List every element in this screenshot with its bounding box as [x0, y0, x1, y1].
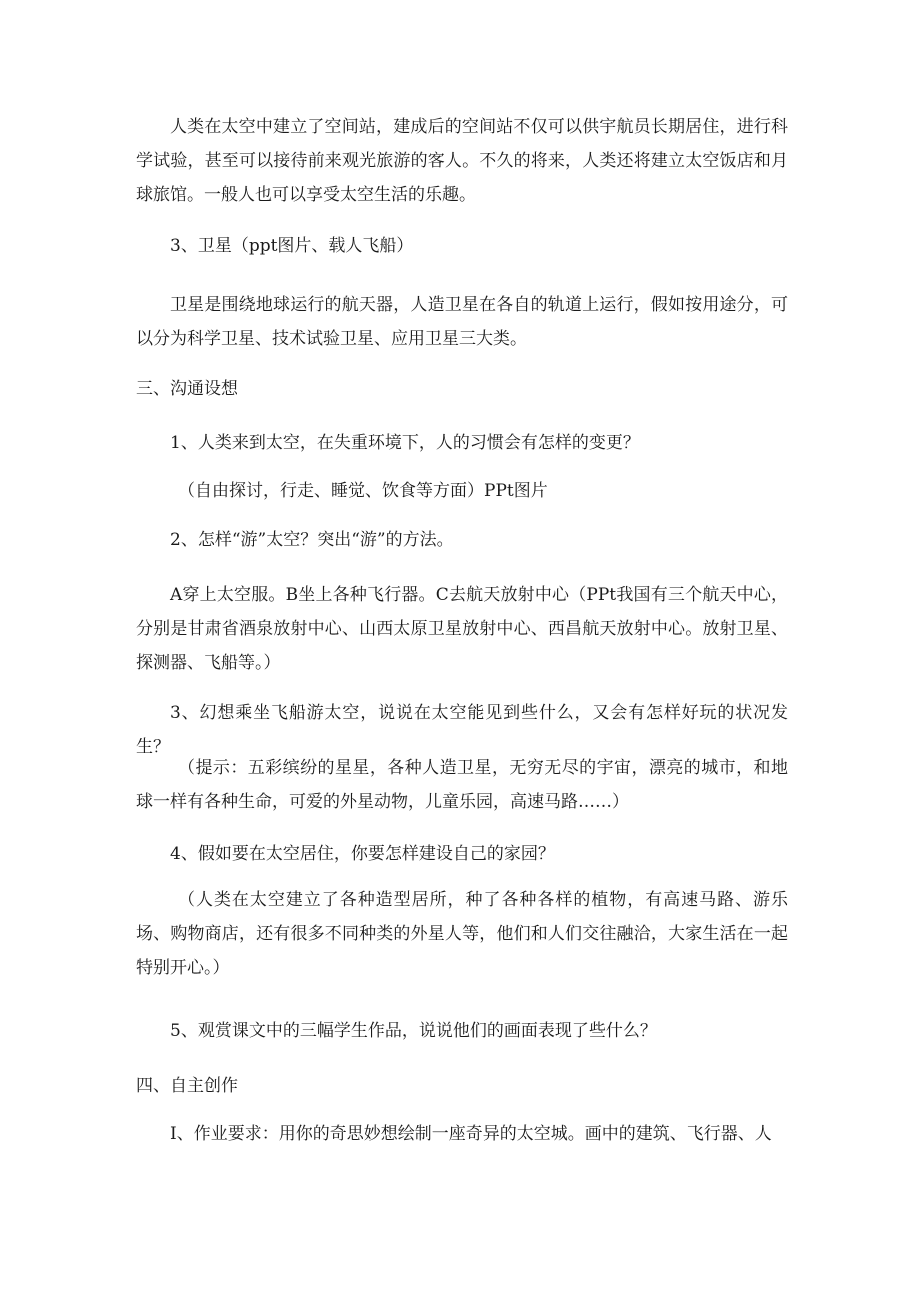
paragraph-assignment: I、作业要求：用你的奇思妙想绘制一座奇异的太空城。画中的建筑、飞行器、人	[170, 1124, 772, 1144]
question-2: 2、怎样“游”太空？突出“游”的方法。	[170, 530, 454, 550]
question-5: 5、观赏课文中的三幅学生作品，说说他们的画面表现了些什么？	[170, 1021, 657, 1041]
answer-2: A穿上太空服。B坐上各种飞行器。C去航天放射中心（PPt我国有三个航天中心，分别是甘肃省酒泉放射中心、山西太原卫星放射中心、西昌航天放射中心。放射卫星、探测器、飞船等。）	[136, 585, 788, 673]
heading-satellite: 3、卫星（ppt图片、载人飞船）	[170, 236, 414, 256]
answer-4: （人类在太空建立了各种造型居所，种了各种各样的植物，有高速马路、游乐场、购物商店，还有很多不同种类的外星人等，他们和人们交往融洽，大家生活在一起特别开心。）	[136, 890, 788, 978]
answer-3: （提示：五彩缤纷的星星，各种人造卫星，无穷无尽的宇宙，漂亮的城市，和地球一样有各种生命，可爱的外星动物，儿童乐园，高速马路……）	[136, 758, 788, 812]
answer-1: （自由探讨，行走、睡觉、饮食等方面）PPt图片	[178, 481, 548, 501]
paragraph-space-station: 人类在太空中建立了空间站，建成后的空间站不仅可以供宇航员长期居住，进行科学试验，甚至可以接待前来观光旅游的客人。不久的将来，人类还将建立太空饭店和月球旅馆。一般人也可以享受太空生活的乐趣。	[136, 117, 788, 205]
section-heading-4: 四、自主创作	[136, 1076, 238, 1096]
section-heading-3: 三、沟通设想	[136, 379, 238, 399]
question-1: 1、人类来到太空，在失重环境下，人的习惯会有怎样的变更？	[170, 433, 640, 453]
paragraph-satellite: 卫星是围绕地球运行的航天器，人造卫星在各自的轨道上运行，假如按用途分，可以分为科学卫星、技术试验卫星、应用卫星三大类。	[136, 295, 788, 349]
question-3: 3、幻想乘坐飞船游太空，说说在太空能见到些什么，又会有怎样好玩的状况发生？	[136, 703, 788, 757]
question-4: 4、假如要在太空居住，你要怎样建设自己的家园？	[170, 844, 555, 864]
